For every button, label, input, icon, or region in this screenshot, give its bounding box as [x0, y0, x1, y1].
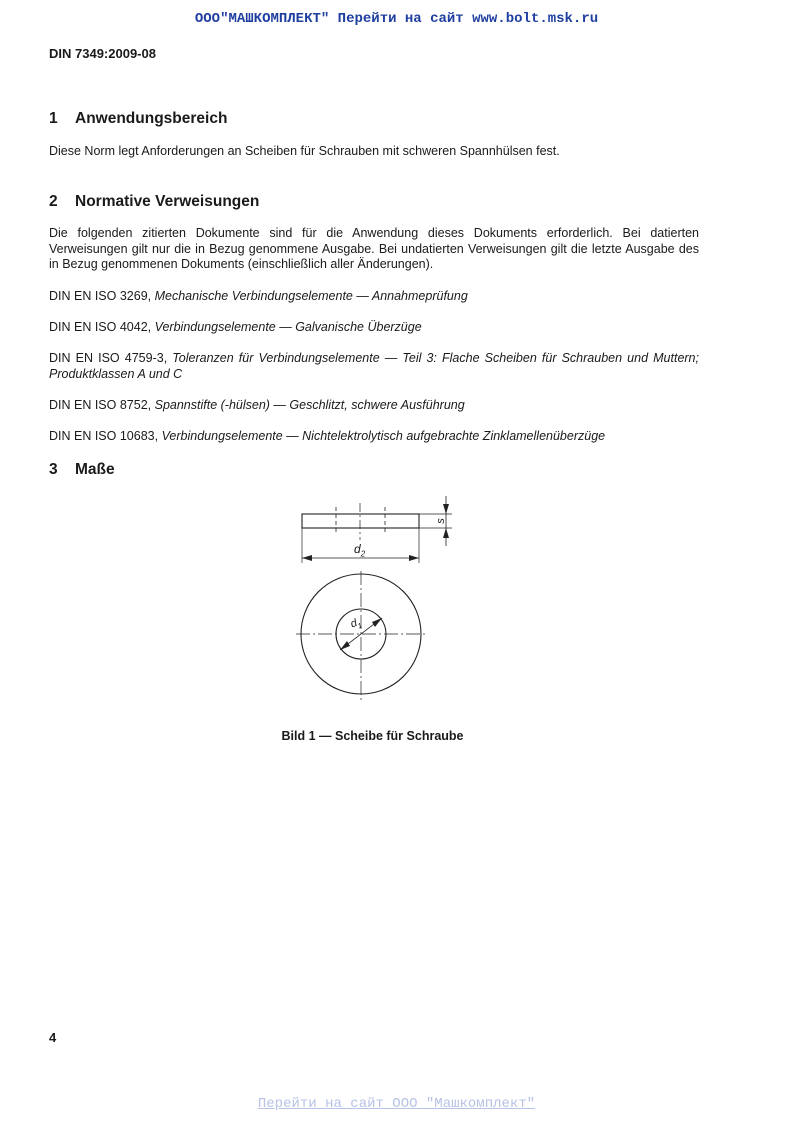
dimension-d1-letter: d — [348, 617, 359, 631]
section-2-title: Normative Verweisungen — [75, 193, 260, 210]
section-3-number: 3 — [49, 461, 58, 478]
dimension-d2-letter: d — [354, 542, 361, 556]
reference-title: Spannstifte (-hülsen) — Geschlitzt, schwere Ausführung — [154, 398, 465, 412]
reference-code: DIN EN ISO 10683, — [49, 429, 159, 443]
reference-code: DIN EN ISO 4042, — [49, 320, 152, 334]
reference-code: DIN EN ISO 8752, — [49, 398, 152, 412]
page-number: 4 — [49, 1030, 57, 1045]
section-1-number: 1 — [49, 110, 58, 127]
reference-title: Toleranzen für Verbindungselemente — Teil 3: Flache Scheiben für Schrauben und Muttern; Produktklassen A und C — [49, 351, 699, 381]
reference-title: Mechanische Verbindungselemente — Annahmeprüfung — [154, 289, 468, 303]
reference-title: Verbindungselemente — Galvanische Überzüge — [154, 320, 422, 334]
section-2-text: Die folgenden zitierten Dokumente sind für die Anwendung dieses Dokuments erforderlich. Bei datierten Verweisungen gilt nur die in Bezug genommene Ausgabe. Bei undatierten Verweisungen gilt die letzte Ausgabe des in Bezug genommenen Dokuments (einschließlich aller Änderungen). — [49, 226, 699, 271]
header-site-link[interactable]: ООО"МАШКОМПЛЕКТ" Перейти на сайт www.bolt.msk.ru — [194, 11, 599, 27]
dimension-label-s: s — [435, 518, 447, 524]
reference-code: DIN EN ISO 3269, — [49, 289, 152, 303]
document-id: DIN 7349:2009-08 — [49, 46, 156, 61]
dimension-d2-subscript: 2 — [360, 549, 366, 559]
section-3-title: Maße — [75, 461, 115, 478]
figure-caption: Bild 1 — Scheibe für Schraube — [281, 729, 464, 743]
section-2-number: 2 — [49, 193, 58, 210]
footer-site-link[interactable]: Перейти на сайт ООО "Машкомплект" — [257, 1096, 536, 1112]
reference-title: Verbindungselemente — Nichtelektrolytisch aufgebrachte Zinklamellenüberzüge — [161, 429, 606, 443]
washer-side-view — [302, 496, 452, 563]
washer-top-view — [296, 571, 428, 700]
section-1-text: Diese Norm legt Anforderungen an Scheiben für Schrauben mit schweren Spannhülsen fest. — [49, 144, 560, 158]
section-1-title: Anwendungsbereich — [75, 110, 228, 127]
dimension-d1-subscript: 1 — [357, 622, 364, 631]
reference-code: DIN EN ISO 4759-3, — [49, 351, 168, 365]
dimension-label-d2 — [354, 542, 365, 558]
